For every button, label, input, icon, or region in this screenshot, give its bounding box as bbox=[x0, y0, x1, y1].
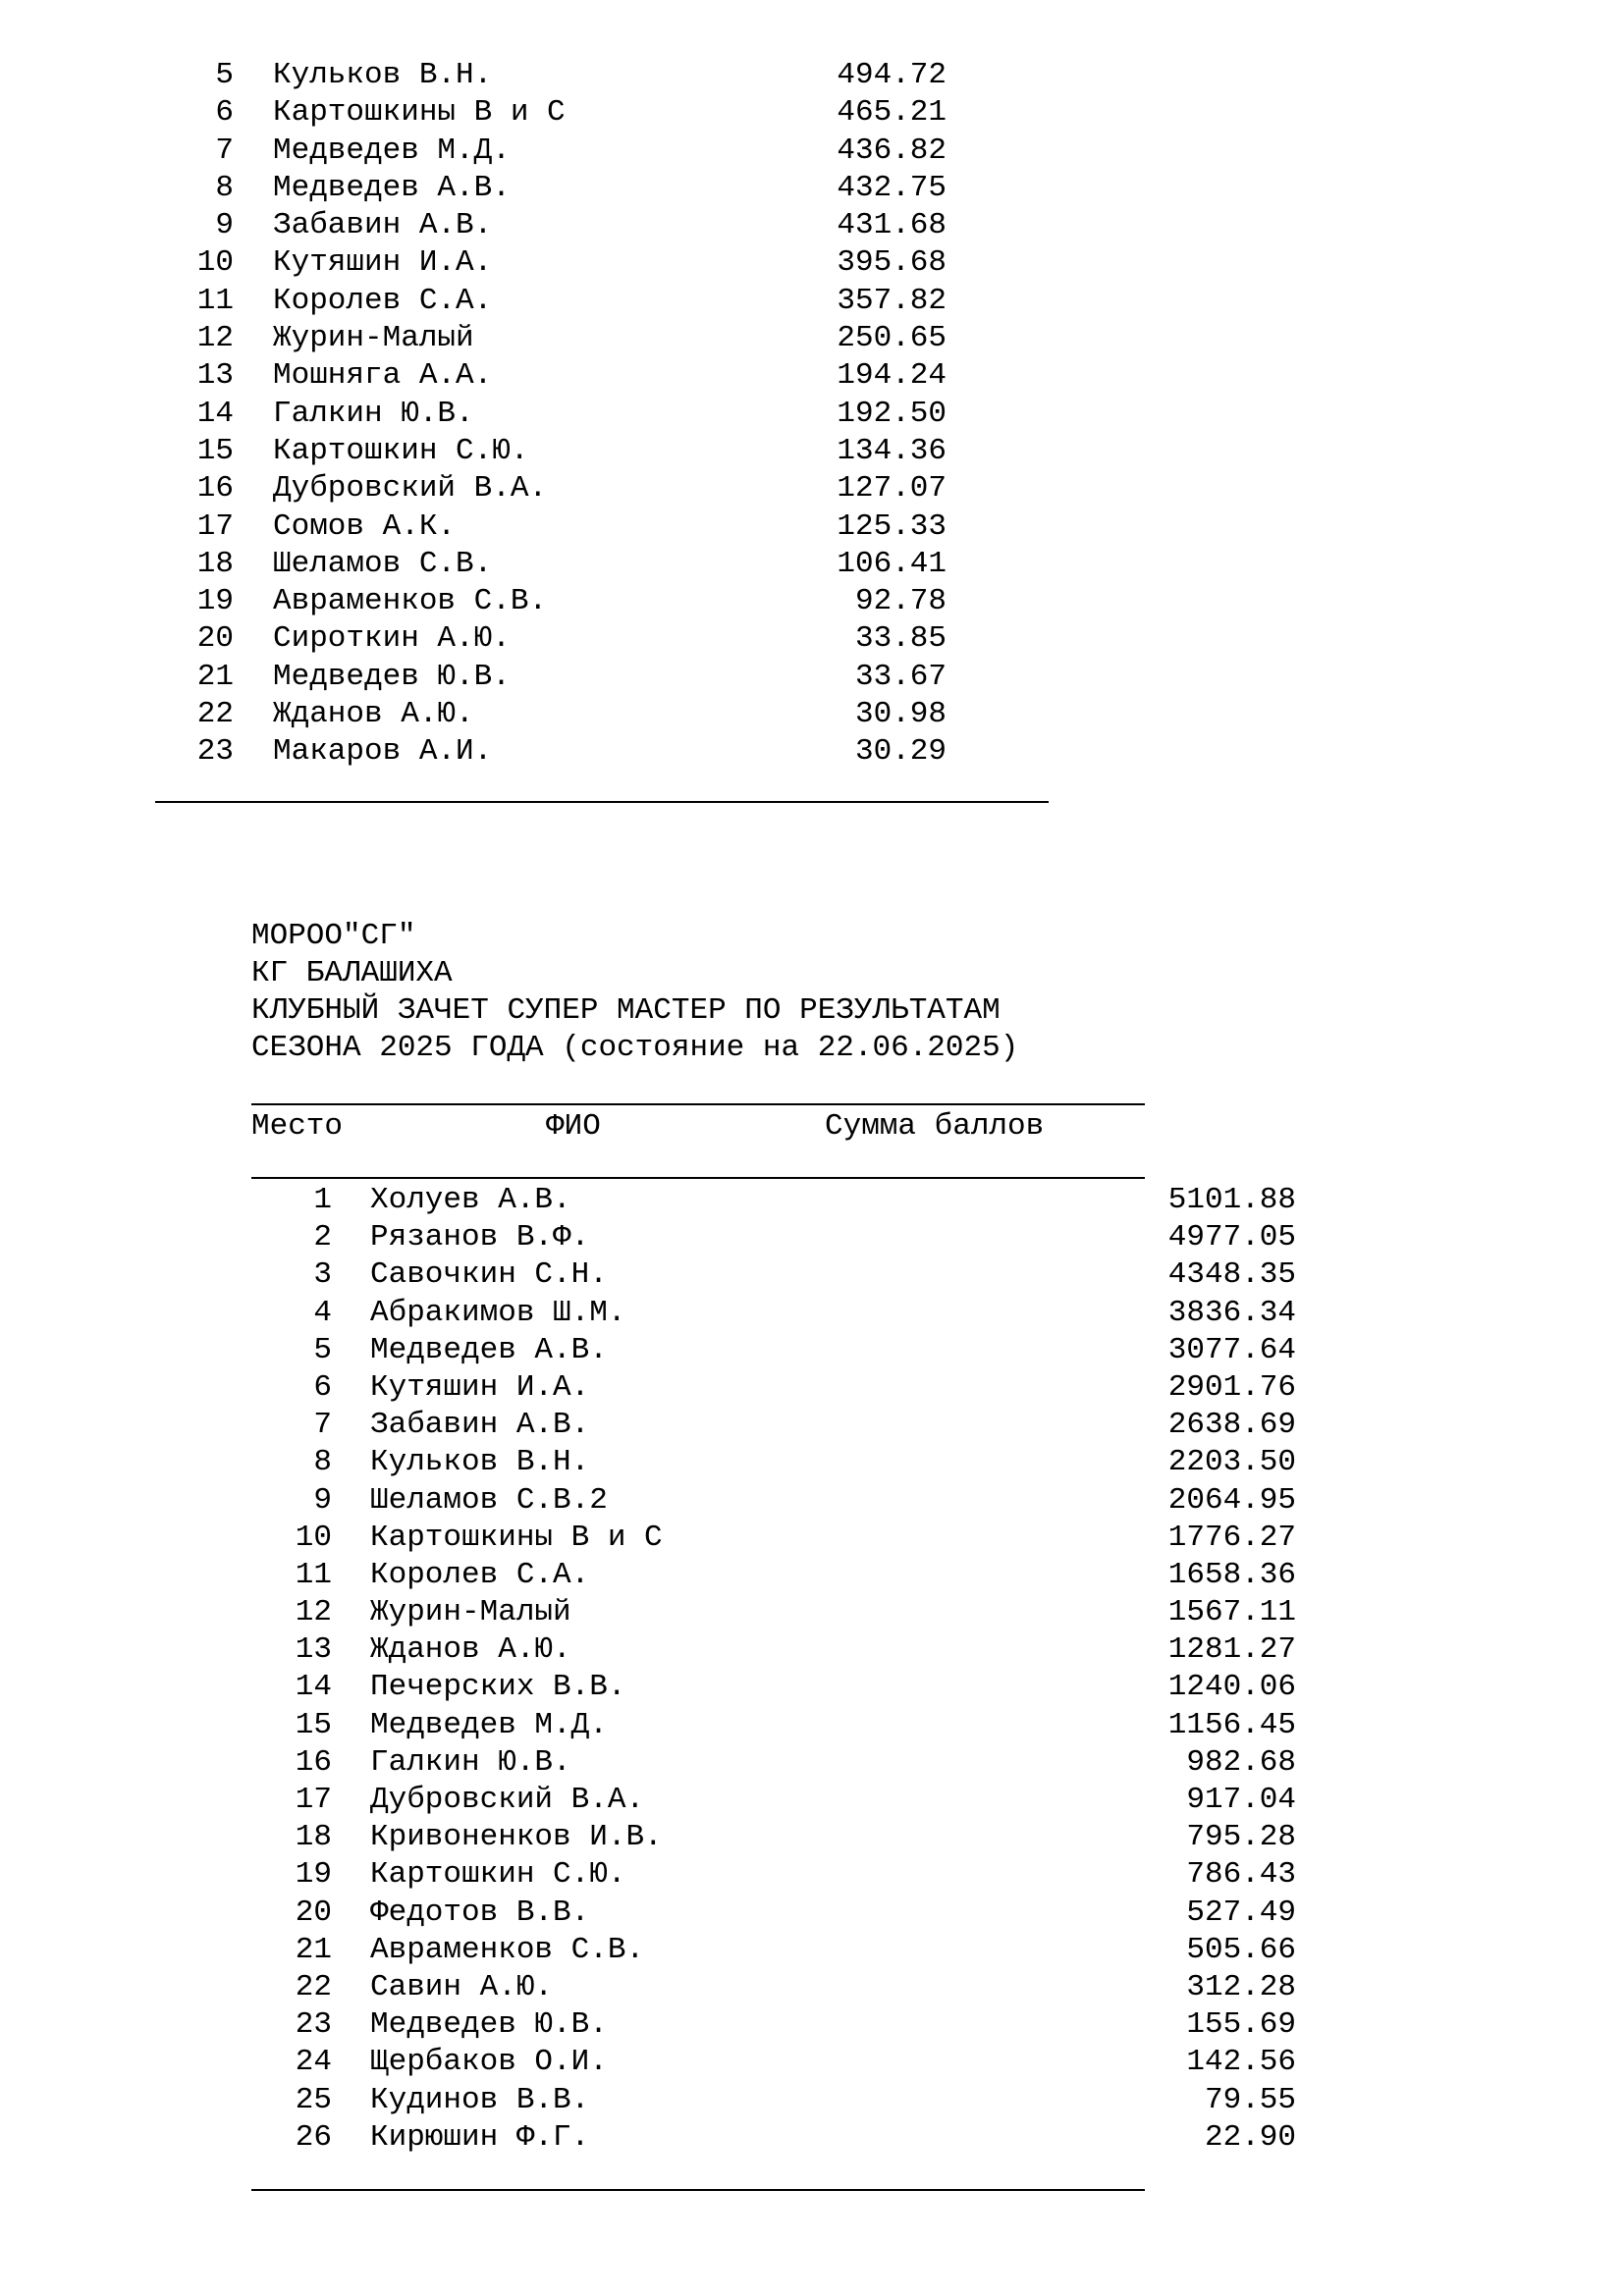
score-cell: 1240.06 bbox=[1167, 1670, 1296, 1705]
header-bottom-rule bbox=[251, 1177, 1145, 1179]
score-cell: 357.82 bbox=[837, 283, 947, 318]
name-cell: Печерских В.В. bbox=[370, 1670, 626, 1705]
name-cell: Королев С.А. bbox=[273, 283, 493, 318]
name-cell: Холуев А.В. bbox=[370, 1183, 571, 1217]
place-cell: 10 bbox=[196, 245, 234, 281]
name-cell: Кульков В.Н. bbox=[273, 58, 493, 92]
score-cell: 125.33 bbox=[837, 508, 947, 544]
name-cell: Кривоненков И.В. bbox=[370, 1820, 663, 1855]
place-cell: 9 bbox=[313, 1482, 332, 1518]
score-cell: 917.04 bbox=[1186, 1783, 1296, 1817]
score-cell: 1658.36 bbox=[1167, 1557, 1296, 1592]
score-cell: 22.90 bbox=[1204, 2119, 1296, 2155]
place-cell: 5 bbox=[215, 58, 234, 92]
name-cell: Медведев М.Д. bbox=[370, 1707, 608, 1742]
name-cell: Авраменков С.В. bbox=[370, 1932, 645, 1967]
place-cell: 26 bbox=[295, 2119, 332, 2155]
score-cell: 5101.88 bbox=[1167, 1183, 1296, 1217]
place-cell: 6 bbox=[215, 95, 234, 131]
score-cell: 312.28 bbox=[1186, 1969, 1296, 2004]
place-cell: 12 bbox=[196, 321, 234, 356]
score-cell: 3836.34 bbox=[1167, 1295, 1296, 1330]
organization-name: МОРОО"СГ" bbox=[251, 919, 416, 953]
place-cell: 17 bbox=[295, 1783, 332, 1817]
score-cell: 2638.69 bbox=[1167, 1408, 1296, 1443]
name-cell: Щербаков О.И. bbox=[370, 2045, 608, 2080]
score-cell: 127.07 bbox=[837, 471, 947, 507]
name-cell: Кутяшин И.А. bbox=[273, 245, 493, 281]
score-cell: 505.66 bbox=[1186, 1932, 1296, 1967]
place-cell: 16 bbox=[295, 1744, 332, 1780]
name-cell: Шеламов С.В.2 bbox=[370, 1482, 608, 1518]
name-cell: Медведев А.В. bbox=[273, 170, 511, 205]
place-cell: 23 bbox=[295, 2007, 332, 2043]
name-cell: Картошкины В и С bbox=[273, 95, 566, 131]
score-cell: 250.65 bbox=[837, 321, 947, 356]
place-cell: 20 bbox=[295, 1895, 332, 1930]
column-header-name: ФИО bbox=[546, 1109, 601, 1144]
name-cell: Кирюшин Ф.Г. bbox=[370, 2119, 590, 2155]
header-top-rule bbox=[251, 1103, 1145, 1105]
score-cell: 3077.64 bbox=[1167, 1332, 1296, 1367]
place-cell: 22 bbox=[295, 1969, 332, 2004]
report-title-line-2: СЕЗОНА 2025 ГОДА (состояние на 22.06.2025) bbox=[251, 1031, 1019, 1065]
name-cell: Медведев М.Д. bbox=[273, 133, 511, 168]
club-name: КГ БАЛАШИХА bbox=[251, 956, 453, 990]
place-cell: 2 bbox=[313, 1220, 332, 1255]
score-cell: 142.56 bbox=[1186, 2045, 1296, 2080]
place-cell: 4 bbox=[313, 1295, 332, 1330]
score-cell: 795.28 bbox=[1186, 1820, 1296, 1855]
place-cell: 20 bbox=[196, 621, 234, 657]
name-cell: Картошкин С.Ю. bbox=[370, 1857, 626, 1893]
place-cell: 19 bbox=[196, 584, 234, 619]
name-cell: Королев С.А. bbox=[370, 1557, 590, 1592]
place-cell: 18 bbox=[196, 546, 234, 581]
score-cell: 431.68 bbox=[837, 208, 947, 243]
name-cell: Медведев А.В. bbox=[370, 1332, 608, 1367]
place-cell: 21 bbox=[295, 1932, 332, 1967]
place-cell: 17 bbox=[196, 508, 234, 544]
name-cell: Сироткин А.Ю. bbox=[273, 621, 511, 657]
place-cell: 11 bbox=[295, 1557, 332, 1592]
name-cell: Галкин Ю.В. bbox=[370, 1744, 571, 1780]
place-cell: 7 bbox=[313, 1408, 332, 1443]
place-cell: 19 bbox=[295, 1857, 332, 1893]
name-cell: Забавин А.В. bbox=[370, 1408, 590, 1443]
place-cell: 25 bbox=[295, 2082, 332, 2117]
score-cell: 92.78 bbox=[854, 584, 947, 619]
score-cell: 2901.76 bbox=[1167, 1369, 1296, 1405]
score-cell: 194.24 bbox=[837, 358, 947, 394]
place-cell: 24 bbox=[295, 2045, 332, 2080]
name-cell: Картошкин С.Ю. bbox=[273, 433, 529, 468]
score-cell: 436.82 bbox=[837, 133, 947, 168]
name-cell: Жданов А.Ю. bbox=[273, 697, 474, 732]
name-cell: Дубровский В.А. bbox=[370, 1783, 645, 1817]
report-title-line-1: КЛУБНЫЙ ЗАЧЕТ СУПЕР МАСТЕР ПО РЕЗУЛЬТАТАМ bbox=[251, 993, 1001, 1028]
name-cell: Картошкины В и С bbox=[370, 1520, 663, 1555]
name-cell: Рязанов В.Ф. bbox=[370, 1220, 590, 1255]
score-cell: 1281.27 bbox=[1167, 1632, 1296, 1668]
place-cell: 10 bbox=[295, 1520, 332, 1555]
place-cell: 3 bbox=[313, 1257, 332, 1293]
name-cell: Шеламов С.В. bbox=[273, 546, 493, 581]
place-cell: 1 bbox=[313, 1183, 332, 1217]
place-cell: 15 bbox=[295, 1707, 332, 1742]
score-cell: 192.50 bbox=[837, 396, 947, 431]
place-cell: 14 bbox=[196, 396, 234, 431]
score-cell: 134.36 bbox=[837, 433, 947, 468]
score-cell: 2203.50 bbox=[1167, 1445, 1296, 1480]
name-cell: Журин-Малый bbox=[370, 1595, 571, 1630]
score-cell: 395.68 bbox=[837, 245, 947, 281]
score-cell: 106.41 bbox=[837, 546, 947, 581]
score-cell: 527.49 bbox=[1186, 1895, 1296, 1930]
place-cell: 7 bbox=[215, 133, 234, 168]
place-cell: 16 bbox=[196, 471, 234, 507]
score-cell: 30.29 bbox=[854, 734, 947, 770]
place-cell: 22 bbox=[196, 697, 234, 732]
name-cell: Жданов А.Ю. bbox=[370, 1632, 571, 1668]
score-cell: 2064.95 bbox=[1167, 1482, 1296, 1518]
name-cell: Сомов А.К. bbox=[273, 508, 457, 544]
name-cell: Дубровский В.А. bbox=[273, 471, 548, 507]
score-cell: 33.67 bbox=[854, 659, 947, 694]
name-cell: Авраменков С.В. bbox=[273, 584, 548, 619]
place-cell: 23 bbox=[196, 734, 234, 770]
name-cell: Медведев Ю.В. bbox=[273, 659, 511, 694]
place-cell: 21 bbox=[196, 659, 234, 694]
column-header-score: Сумма баллов bbox=[825, 1109, 1045, 1144]
place-cell: 8 bbox=[313, 1445, 332, 1480]
place-cell: 15 bbox=[196, 433, 234, 468]
score-cell: 494.72 bbox=[837, 58, 947, 92]
name-cell: Кудинов В.В. bbox=[370, 2082, 590, 2117]
place-cell: 14 bbox=[295, 1670, 332, 1705]
place-cell: 18 bbox=[295, 1820, 332, 1855]
place-cell: 9 bbox=[215, 208, 234, 243]
name-cell: Федотов В.В. bbox=[370, 1895, 590, 1930]
name-cell: Мошняга А.А. bbox=[273, 358, 493, 394]
place-cell: 8 bbox=[215, 170, 234, 205]
score-cell: 4348.35 bbox=[1167, 1257, 1296, 1293]
score-cell: 1156.45 bbox=[1167, 1707, 1296, 1742]
name-cell: Абракимов Ш.М. bbox=[370, 1295, 626, 1330]
name-cell: Савочкин С.Н. bbox=[370, 1257, 608, 1293]
name-cell: Кульков В.Н. bbox=[370, 1445, 590, 1480]
name-cell: Журин-Малый bbox=[273, 321, 474, 356]
table-end-rule bbox=[251, 2189, 1145, 2191]
score-cell: 4977.05 bbox=[1167, 1220, 1296, 1255]
score-cell: 79.55 bbox=[1204, 2082, 1296, 2117]
place-cell: 13 bbox=[196, 358, 234, 394]
name-cell: Медведев Ю.В. bbox=[370, 2007, 608, 2043]
score-cell: 33.85 bbox=[854, 621, 947, 657]
name-cell: Галкин Ю.В. bbox=[273, 396, 474, 431]
place-cell: 6 bbox=[313, 1369, 332, 1405]
score-cell: 1567.11 bbox=[1167, 1595, 1296, 1630]
report-header bbox=[251, 918, 1018, 1067]
place-cell: 13 bbox=[295, 1632, 332, 1668]
column-header-place: Место bbox=[251, 1109, 344, 1144]
place-cell: 5 bbox=[313, 1332, 332, 1367]
score-cell: 1776.27 bbox=[1167, 1520, 1296, 1555]
name-cell: Кутяшин И.А. bbox=[370, 1369, 590, 1405]
score-cell: 432.75 bbox=[837, 170, 947, 205]
score-cell: 982.68 bbox=[1186, 1744, 1296, 1780]
score-cell: 465.21 bbox=[837, 95, 947, 131]
place-cell: 12 bbox=[295, 1595, 332, 1630]
table-end-rule bbox=[155, 801, 1049, 803]
score-cell: 786.43 bbox=[1186, 1857, 1296, 1893]
score-cell: 30.98 bbox=[854, 697, 947, 732]
name-cell: Савин А.Ю. bbox=[370, 1969, 554, 2004]
score-cell: 155.69 bbox=[1186, 2007, 1296, 2043]
name-cell: Макаров А.И. bbox=[273, 734, 493, 770]
name-cell: Забавин А.В. bbox=[273, 208, 493, 243]
place-cell: 11 bbox=[196, 283, 234, 318]
